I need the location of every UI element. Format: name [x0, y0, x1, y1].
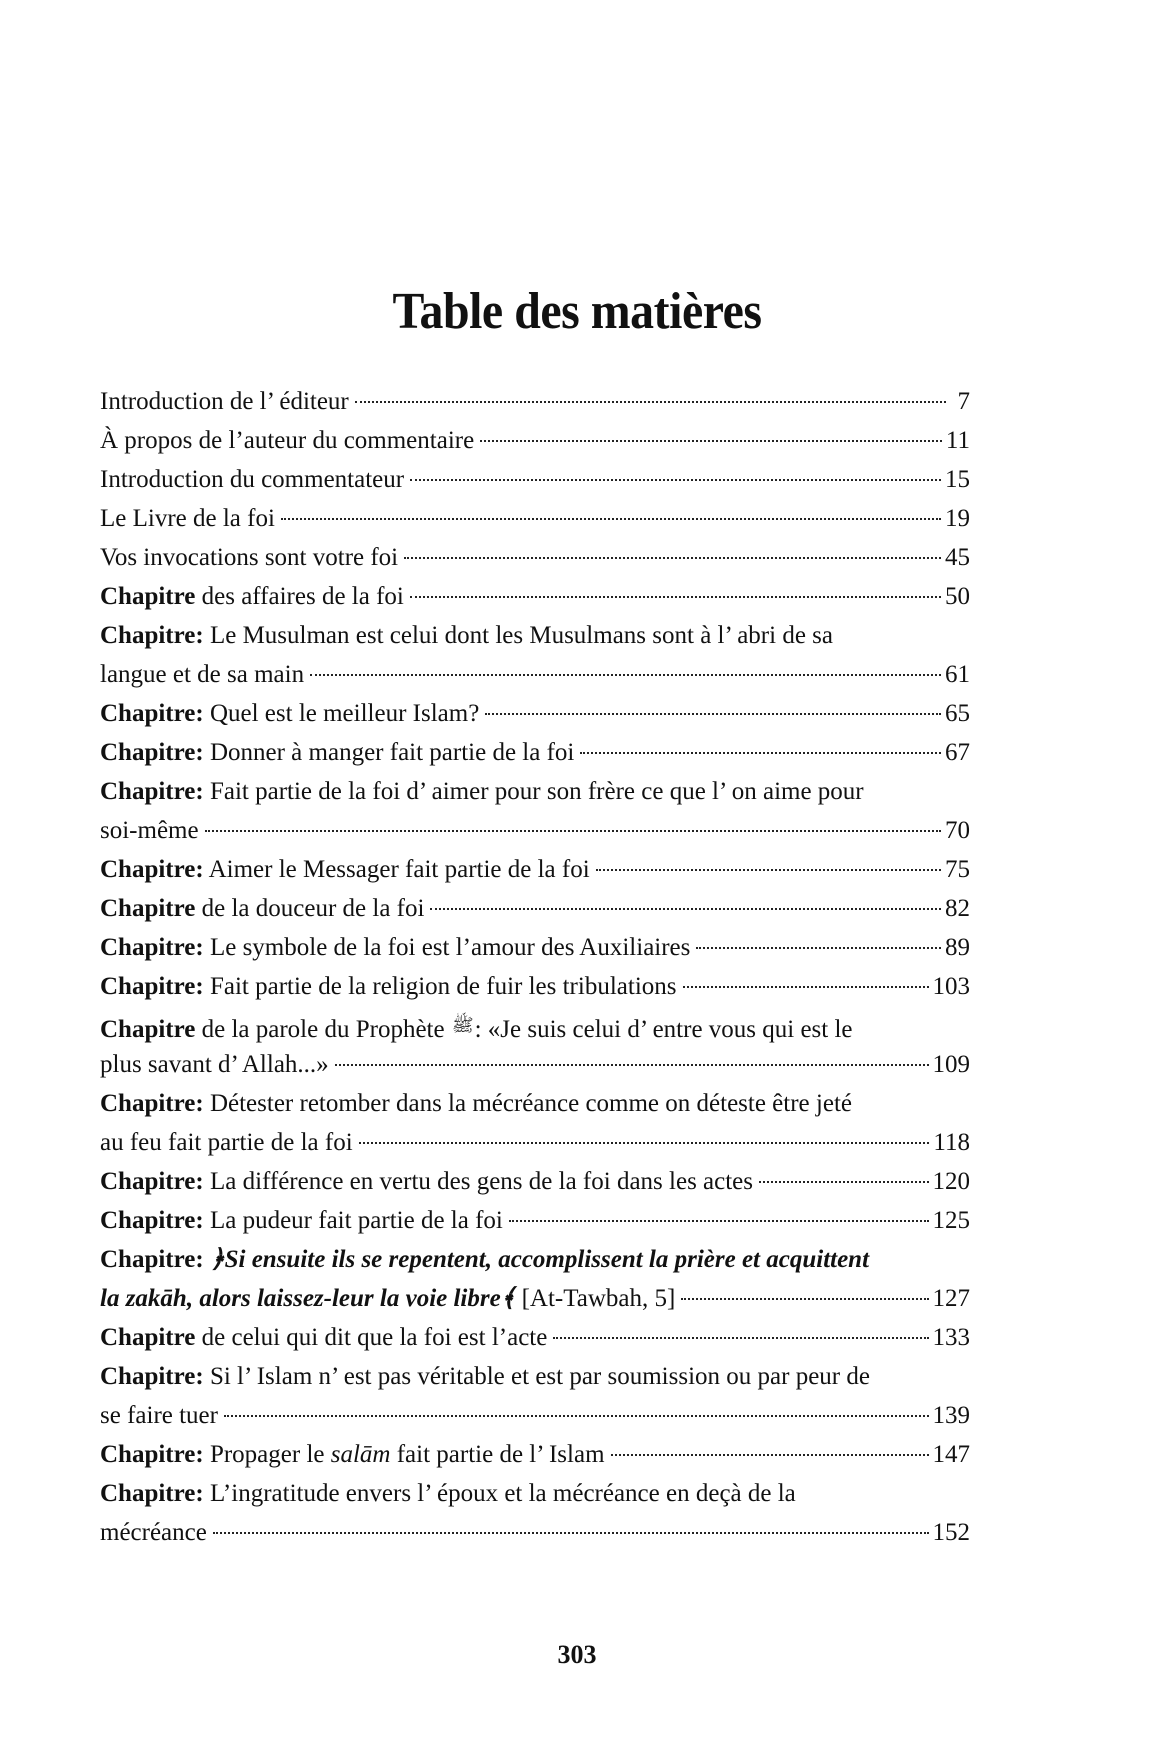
toc-entry: [100, 499, 970, 538]
chapter-title: Aimer le Messager fait partie de la foi: [203, 856, 590, 883]
chapter-prefix: Chapitre:: [100, 856, 204, 883]
chapter-prefix: Chapitre:: [100, 1363, 204, 1390]
chapter-title-line2: mécréance: [100, 1519, 207, 1546]
chapter-prefix: Chapitre: [100, 1016, 196, 1043]
toc-entry-page: 61: [945, 661, 970, 688]
dot-leader: [410, 479, 941, 481]
toc-entry: [100, 928, 970, 967]
toc-entry-title: [100, 928, 690, 967]
toc-entry-page: 45: [945, 544, 970, 571]
dot-leader: [335, 1064, 929, 1066]
chapter-title-italic: salām: [330, 1441, 391, 1468]
toc-entry-page: 70: [945, 817, 970, 844]
toc-entry: [100, 382, 970, 421]
chapter-title: Le symbole de la foi est l’amour des Auxiliaires: [203, 934, 691, 961]
chapter-title-line2: au feu fait partie de la foi: [100, 1129, 353, 1156]
chapter-title-line1: Le Musulman est celui dont les Musulmans sont à l’ abri de sa: [203, 622, 833, 649]
chapter-prefix: Chapitre:: [100, 1480, 204, 1507]
dot-leader: [759, 1181, 928, 1183]
toc-entry-page: 109: [932, 1051, 970, 1078]
chapter-prefix: Chapitre: [100, 895, 196, 922]
toc-entry: [100, 460, 970, 499]
toc-entry: [100, 1006, 970, 1084]
quran-verse-line2: la zakāh, alors laissez-leur la voie libre﴾: [100, 1285, 516, 1312]
toc-entry: [100, 1201, 970, 1240]
toc-entry-page: 15: [945, 466, 970, 493]
chapter-prefix: Chapitre:: [100, 1246, 204, 1273]
chapter-title: des affaires de la foi: [195, 583, 404, 610]
chapter-title-line1: L’ingratitude envers l’ époux et la mécréance en deçà de la: [203, 1480, 796, 1507]
toc-entry-page: 103: [932, 973, 970, 1000]
chapter-prefix: Chapitre: [100, 1324, 196, 1351]
toc-entry-page: 75: [945, 856, 970, 883]
chapter-prefix: Chapitre:: [100, 1207, 204, 1234]
toc-entry-page: 11: [945, 427, 970, 454]
chapter-prefix: Chapitre:: [100, 973, 204, 1000]
chapter-title: Donner à manger fait partie de la foi: [203, 739, 575, 766]
chapter-prefix: Chapitre: [100, 583, 196, 610]
chapter-title: Quel est le meilleur Islam?: [203, 700, 480, 727]
chapter-prefix: Chapitre:: [100, 934, 204, 961]
dot-leader: [404, 557, 941, 559]
dot-leader: [553, 1337, 928, 1339]
dot-leader: [681, 1298, 928, 1300]
toc-entry-page: 7: [957, 388, 970, 415]
toc-entry-page: 127: [932, 1285, 970, 1312]
dot-leader: [281, 518, 941, 520]
chapter-prefix: Chapitre:: [100, 622, 204, 649]
toc-entry: [100, 1318, 970, 1357]
toc-entry-page: 120: [932, 1168, 970, 1195]
dot-leader: [580, 752, 941, 754]
dot-leader: [509, 1220, 929, 1222]
dot-leader: [224, 1415, 929, 1417]
dot-leader: [596, 869, 941, 871]
toc-entry-title: [100, 850, 590, 889]
toc-entry-title: [100, 1162, 753, 1201]
dot-leader: [480, 440, 942, 442]
honorific-calligraphy-icon: ﷺ: [451, 1015, 474, 1035]
toc-entry-title: Le Livre de la foi: [100, 505, 275, 532]
toc-entry-page: 118: [933, 1129, 970, 1156]
toc-entry: [100, 421, 970, 460]
toc-entry: [100, 1474, 970, 1552]
dot-leader: [310, 674, 941, 676]
chapter-title: de celui qui dit que la foi est l’acte: [195, 1324, 548, 1351]
toc-entry-title: [100, 889, 424, 928]
dot-leader: [213, 1532, 929, 1534]
toc-entry-page: 65: [945, 700, 970, 727]
toc-entry: [100, 577, 970, 616]
chapter-title: La pudeur fait partie de la foi: [203, 1207, 503, 1234]
toc-entry-title: [100, 1318, 547, 1357]
toc-entry-title: Introduction du commentateur: [100, 466, 405, 493]
toc-entry-page: 139: [932, 1402, 970, 1429]
table-of-contents: [100, 382, 970, 1552]
chapter-title: Fait partie de la religion de fuir les tribulations: [203, 973, 677, 1000]
toc-entry-page: 19: [945, 505, 970, 532]
toc-entry: [100, 772, 970, 850]
toc-entry: [100, 616, 970, 694]
chapter-title-line2: plus savant d’ Allah...»: [100, 1051, 329, 1078]
toc-entry-title: Introduction de l’ éditeur: [100, 388, 349, 415]
toc-entry: [100, 538, 970, 577]
chapter-title-line2: langue et de sa main: [100, 661, 305, 688]
toc-entry-page: 152: [932, 1519, 970, 1546]
toc-entry-page: 67: [945, 739, 970, 766]
toc-entry-page: 133: [932, 1324, 970, 1351]
dot-leader: [683, 986, 929, 988]
page-title: Table des matières: [392, 283, 762, 340]
dot-leader: [205, 830, 941, 832]
dot-leader: [430, 908, 941, 910]
toc-entry-title: À propos de l’auteur du commentaire: [100, 427, 475, 454]
toc-entry: [100, 1357, 970, 1435]
chapter-title: La différence en vertu des gens de la foi dans les actes: [203, 1168, 754, 1195]
toc-entry-page: 89: [945, 934, 970, 961]
quran-verse-line1: ﴿Si ensuite ils se repentent, accomplissent la prière et acquittent: [203, 1246, 870, 1273]
toc-entry-title: [100, 967, 677, 1006]
toc-entry: [100, 967, 970, 1006]
toc-entry-page: 50: [945, 583, 970, 610]
toc-entry-title: Vos invocations sont votre foi: [100, 544, 399, 571]
dot-leader: [410, 596, 941, 598]
toc-entry: [100, 1162, 970, 1201]
toc-entry-title: [100, 577, 404, 616]
chapter-prefix: Chapitre:: [100, 1168, 204, 1195]
toc-entry-title: [100, 1435, 605, 1474]
chapter-prefix: Chapitre:: [100, 1090, 204, 1117]
chapter-title-a: Propager le: [203, 1441, 331, 1468]
chapter-prefix: Chapitre:: [100, 778, 204, 805]
chapter-title-line1b: : «Je suis celui d’ entre vous qui est le: [474, 1016, 853, 1043]
chapter-prefix: Chapitre:: [100, 739, 204, 766]
toc-entry-page: 125: [932, 1207, 970, 1234]
toc-entry-page: 82: [945, 895, 970, 922]
dot-leader: [696, 947, 941, 949]
toc-entry-title: [100, 694, 479, 733]
chapter-prefix: Chapitre:: [100, 700, 204, 727]
toc-entry: [100, 850, 970, 889]
verse-reference: [At-Tawbah, 5]: [515, 1285, 676, 1312]
dot-leader: [355, 401, 946, 403]
page-number: 303: [557, 1640, 597, 1669]
chapter-title-line2: se faire tuer: [100, 1402, 218, 1429]
dot-leader: [611, 1454, 929, 1456]
dot-leader: [359, 1142, 930, 1144]
toc-entry: [100, 889, 970, 928]
chapter-title-line1: Si l’ Islam n’ est pas véritable et est par soumission ou par peur de: [203, 1363, 870, 1390]
toc-entry-title: [100, 1201, 503, 1240]
toc-entry: [100, 1084, 970, 1162]
toc-entry: [100, 1435, 970, 1474]
toc-entry: [100, 1240, 970, 1318]
toc-entry: [100, 694, 970, 733]
toc-entry-page: 147: [932, 1441, 970, 1468]
chapter-prefix: Chapitre:: [100, 1441, 204, 1468]
chapter-title-line2: soi-même: [100, 817, 199, 844]
chapter-title-b: fait partie de l’ Islam: [390, 1441, 605, 1468]
chapter-title-line1: Fait partie de la foi d’ aimer pour son frère ce que l’ on aime pour: [203, 778, 864, 805]
toc-entry: [100, 733, 970, 772]
chapter-title-line1a: de la parole du Prophète: [195, 1016, 451, 1043]
chapter-title: de la douceur de la foi: [195, 895, 425, 922]
dot-leader: [485, 713, 941, 715]
toc-entry-title: [100, 733, 574, 772]
chapter-title-line2: [100, 1279, 675, 1318]
chapter-title-line1: Détester retomber dans la mécréance comme on déteste être jeté: [203, 1090, 852, 1117]
